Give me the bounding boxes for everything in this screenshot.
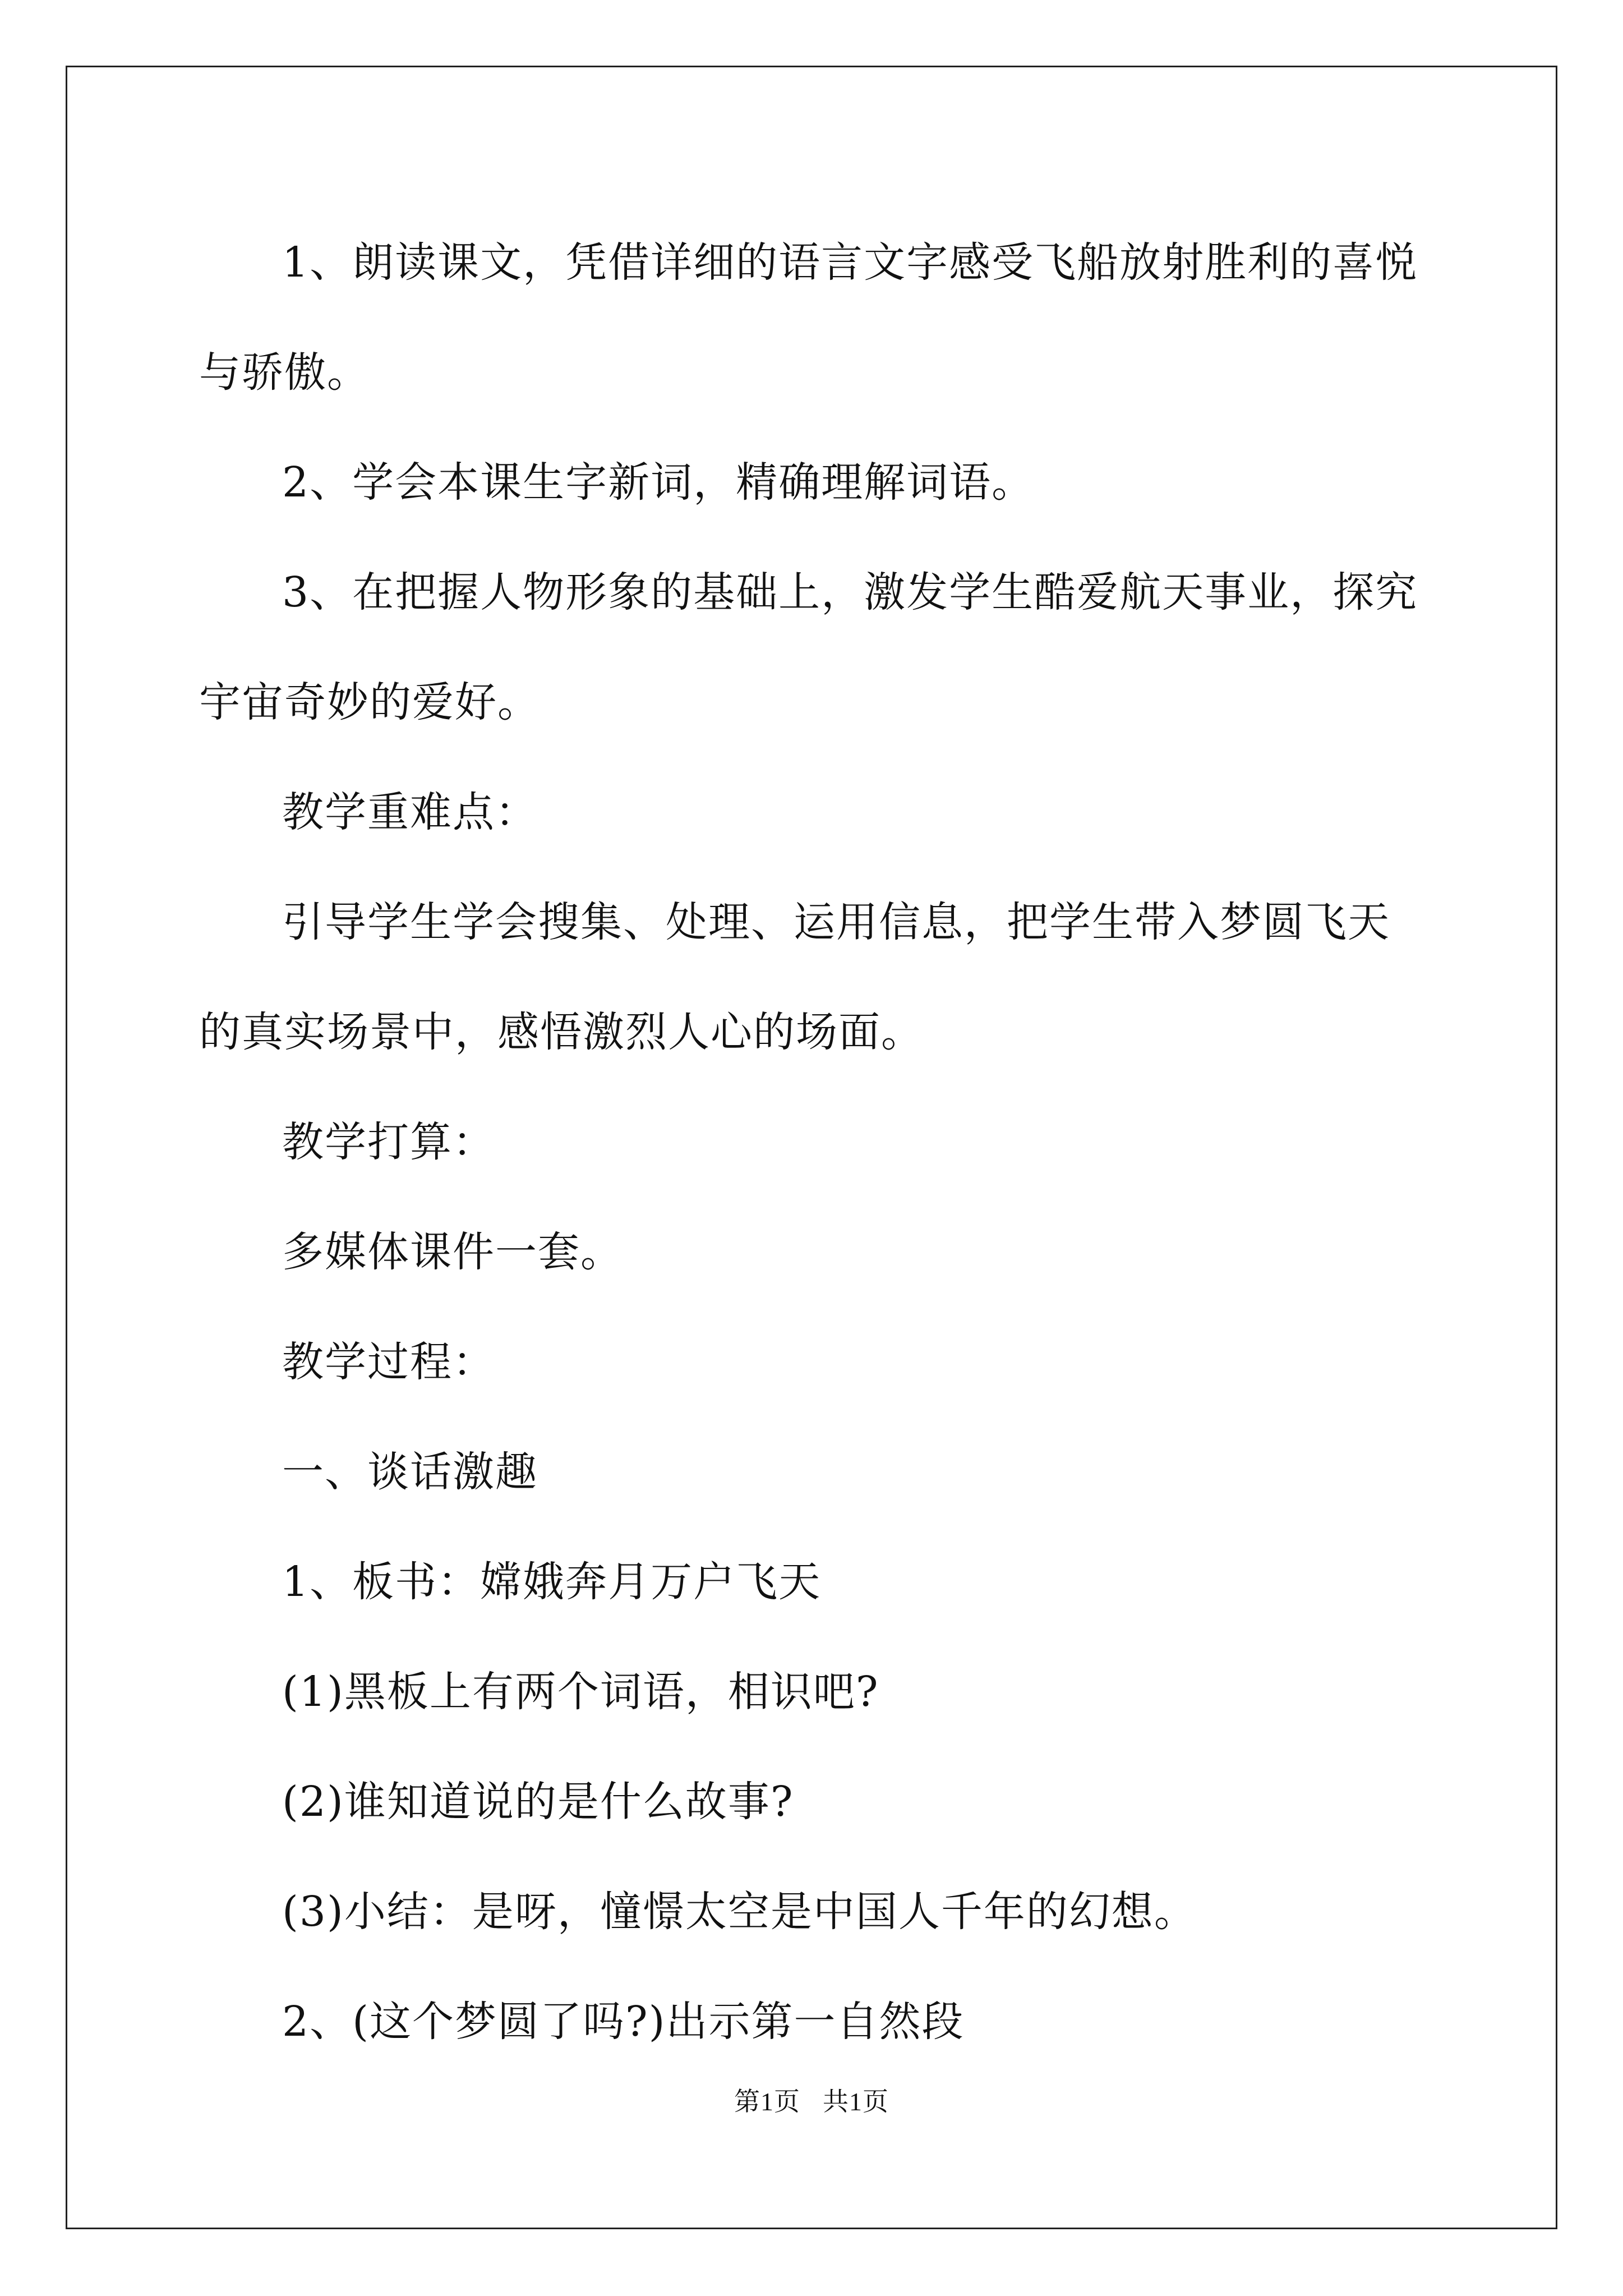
page-footer bbox=[0, 2081, 1623, 2118]
paragraph-step-2: 2、(这个梦圆了吗?)出示第一自然段 bbox=[282, 1998, 965, 2046]
page-number-total: 共1页 bbox=[823, 2087, 889, 2116]
heading-key-difficulties: 教学重难点： bbox=[282, 788, 538, 836]
paragraph-key-difficulties: 引导学生学会搜集、处理、运用信息，把学生带入梦圆飞天的真实场景中，感悟激烈人心的场面。 bbox=[199, 898, 1390, 1056]
section-heading-1: 一、谈话激趣 bbox=[282, 1448, 538, 1496]
page-number-current: 第1页 bbox=[734, 2087, 800, 2116]
paragraph-step-1-2: (2)谁知道说的是什么故事? bbox=[282, 1778, 794, 1826]
document-body bbox=[199, 208, 1422, 2077]
heading-teaching-process: 教学过程： bbox=[282, 1338, 495, 1386]
paragraph-objective-2: 2、学会本课生字新词，精确理解词语。 bbox=[282, 458, 1035, 507]
paragraph-step-1-3: (3)小结：是呀，憧憬太空是中国人千年的幻想。 bbox=[282, 1888, 1197, 1936]
heading-preparation: 教学打算： bbox=[282, 1118, 495, 1166]
paragraph-step-1: 1、板书：嫦娥奔月万户飞天 bbox=[282, 1558, 822, 1606]
paragraph-preparation: 多媒体课件一套。 bbox=[282, 1228, 623, 1276]
paragraph-step-1-1: (1)黑板上有两个词语，相识吧? bbox=[282, 1668, 879, 1716]
paragraph-objective-3: 3、在把握人物形象的基础上，激发学生酷爱航天事业，探究宇宙奇妙的爱好。 bbox=[199, 568, 1418, 726]
paragraph-objective-1: 1、朗读课文，凭借详细的语言文字感受飞船放射胜利的喜悦与骄傲。 bbox=[199, 238, 1418, 397]
